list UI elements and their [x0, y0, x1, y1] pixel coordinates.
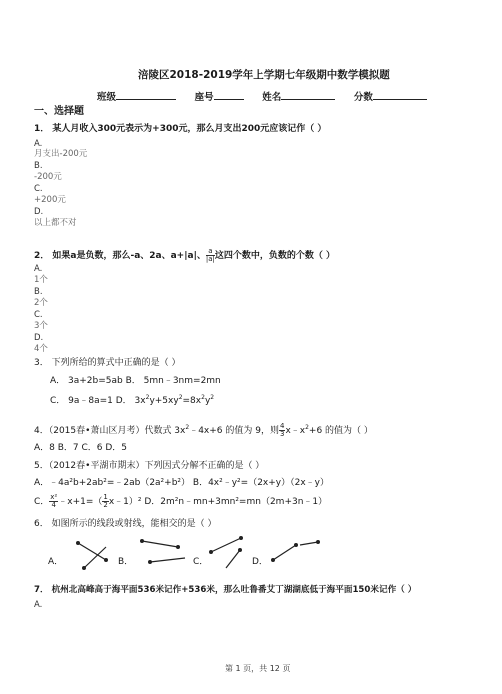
q4-frac-num: 4: [279, 422, 285, 430]
q3-row2-a: C． 9a﹣8a=1 D． 3x: [50, 396, 146, 406]
q1-option-b-letter: B.: [34, 161, 43, 171]
q5-row2-b: ﹣x+1=（: [58, 497, 103, 507]
figure-d-point-1: [271, 558, 275, 562]
q1-option-b-text: -200元: [34, 172, 62, 182]
q1-option-d-letter: D.: [34, 207, 44, 217]
figure-c-ray: [226, 550, 240, 568]
q5-options-row-1: A．﹣4a²b+2ab²=﹣2ab（2a²+b²） B．4x²﹣y²=（2x+y）（2x﹣y）: [34, 478, 329, 488]
q3-sup-2: 2: [178, 394, 183, 401]
q6-label-d: D．: [252, 557, 268, 567]
q2-option-a-letter: A.: [34, 264, 43, 274]
figure-d-segment: [273, 545, 296, 560]
q3-row2-d: y: [204, 396, 211, 406]
figure-b-point-3: [148, 560, 152, 564]
question-7-stem: 7． 杭州北高峰高于海平面536米记作+536米，那么吐鲁番艾丁湖湖底低于海平面150米记作（ ）: [34, 585, 417, 595]
q2-stem-part-a: 2． 如果a是负数，那么-a、2a、a+|a|、: [34, 251, 206, 261]
q4-stem-d: +6 的值为（ ）: [308, 426, 373, 436]
q2-option-d-text: 4个: [34, 344, 48, 354]
q6-label-c: C．: [193, 557, 209, 567]
q2-option-c-letter: C.: [34, 310, 43, 320]
figure-b-point-2: [176, 545, 180, 549]
class-label: 班级: [97, 92, 117, 103]
figure-b-point-1: [140, 539, 144, 543]
figure-d-point-3: [316, 540, 320, 544]
figure-b: [140, 539, 185, 564]
q2-frac-den: |a|: [205, 255, 215, 263]
figure-d-ray: [300, 542, 318, 545]
q4-stem-c: x﹣x: [285, 426, 306, 436]
q2-option-c-text: 3个: [34, 321, 48, 331]
q1-option-c-letter: C.: [34, 184, 43, 194]
figure-c: [209, 536, 243, 568]
page-footer: 第 1 页，共 12 页: [225, 664, 291, 673]
q2-option-a-text: 1个: [34, 275, 48, 285]
q2-option-d-letter: D.: [34, 333, 44, 343]
q5-row2-c: x﹣1）² D．2m²n﹣mn+3mn²=mn（2m+3n﹣1）: [108, 497, 328, 507]
question-5-stem: 5．（2012春•平湖市期末）下列因式分解不正确的是（ ）: [34, 461, 265, 471]
q2-option-b-text: 2个: [34, 298, 48, 308]
q6-label-a: A．: [48, 557, 64, 567]
q4-sup-1: 2: [185, 424, 190, 431]
figure-b-segment-top: [142, 541, 178, 547]
q5-frac1-den: 4: [51, 501, 56, 509]
figure-c-point-2: [239, 536, 243, 540]
q4-stem-a: 4．（2015春•萧山区月考）代数式 3x: [34, 426, 186, 436]
q4-frac-den: 3: [279, 430, 285, 438]
q3-sup-4: 2: [210, 394, 215, 401]
q5-row2-a: C．: [34, 497, 50, 507]
q2-option-b-letter: B.: [34, 287, 43, 297]
q1-option-d-text: 以上都不对: [34, 218, 77, 228]
q4-sup-2: 2: [305, 424, 309, 431]
figure-a-point-3: [82, 566, 86, 570]
figure-a-point-2: [104, 558, 108, 562]
q5-frac1-num: x²: [50, 493, 58, 501]
section-heading: 一、选择题: [34, 106, 84, 117]
q1-option-a-text: 月支出-200元: [34, 149, 88, 159]
question-6-stem: 6． 如图所示的线段或射线，能相交的是（ ）: [34, 519, 217, 529]
q2-stem-part-b: 这四个数中，负数的个数（ ）: [214, 251, 336, 261]
q7-option-a-letter: A.: [34, 600, 43, 610]
name-label: 姓名: [262, 92, 282, 103]
page-title: 涪陵区2018-2019学年上学期七年级期中数学模拟题: [138, 69, 390, 81]
q5-frac2-den: 2: [103, 501, 108, 509]
q3-row2-c: =8x: [182, 396, 202, 406]
q5-frac2-num: 1: [103, 493, 108, 501]
figure-b-segment-bottom: [150, 558, 185, 562]
figure-c-segment: [211, 538, 241, 552]
figure-c-point-3: [238, 548, 242, 552]
figure-a: [76, 541, 108, 570]
figure-d-point-2: [294, 543, 298, 547]
q4-options: A．8 B．7 C．6 D．5: [34, 443, 128, 453]
q3-sup-1: 2: [145, 394, 150, 401]
q4-stem-b: ﹣4x+6 的值为 9，则: [189, 426, 279, 436]
score-label: 分数: [353, 92, 373, 103]
q1-option-c-text: +200元: [34, 195, 66, 205]
figure-d: [271, 540, 320, 562]
q3-sup-3: 2: [201, 394, 205, 401]
question-1-stem: 1． 某人月收入300元表示为+300元，那么月支出200元应该记作（ ）: [34, 124, 327, 134]
q1-option-a-letter: A.: [34, 139, 43, 149]
figure-c-point-1: [209, 550, 213, 554]
figure-a-point-1: [76, 541, 80, 545]
question-3-stem: 3． 下列所给的算式中正确的是（ ）: [34, 358, 181, 368]
q3-row2-b: y+5xy: [149, 396, 179, 406]
q2-frac-num: a: [206, 248, 215, 256]
q3-options-row-1: A． 3a+2b=5ab B． 5mn﹣3nm=2mn: [50, 376, 221, 386]
q6-label-b: B．: [118, 557, 134, 567]
seat-label: 座号: [194, 92, 214, 103]
